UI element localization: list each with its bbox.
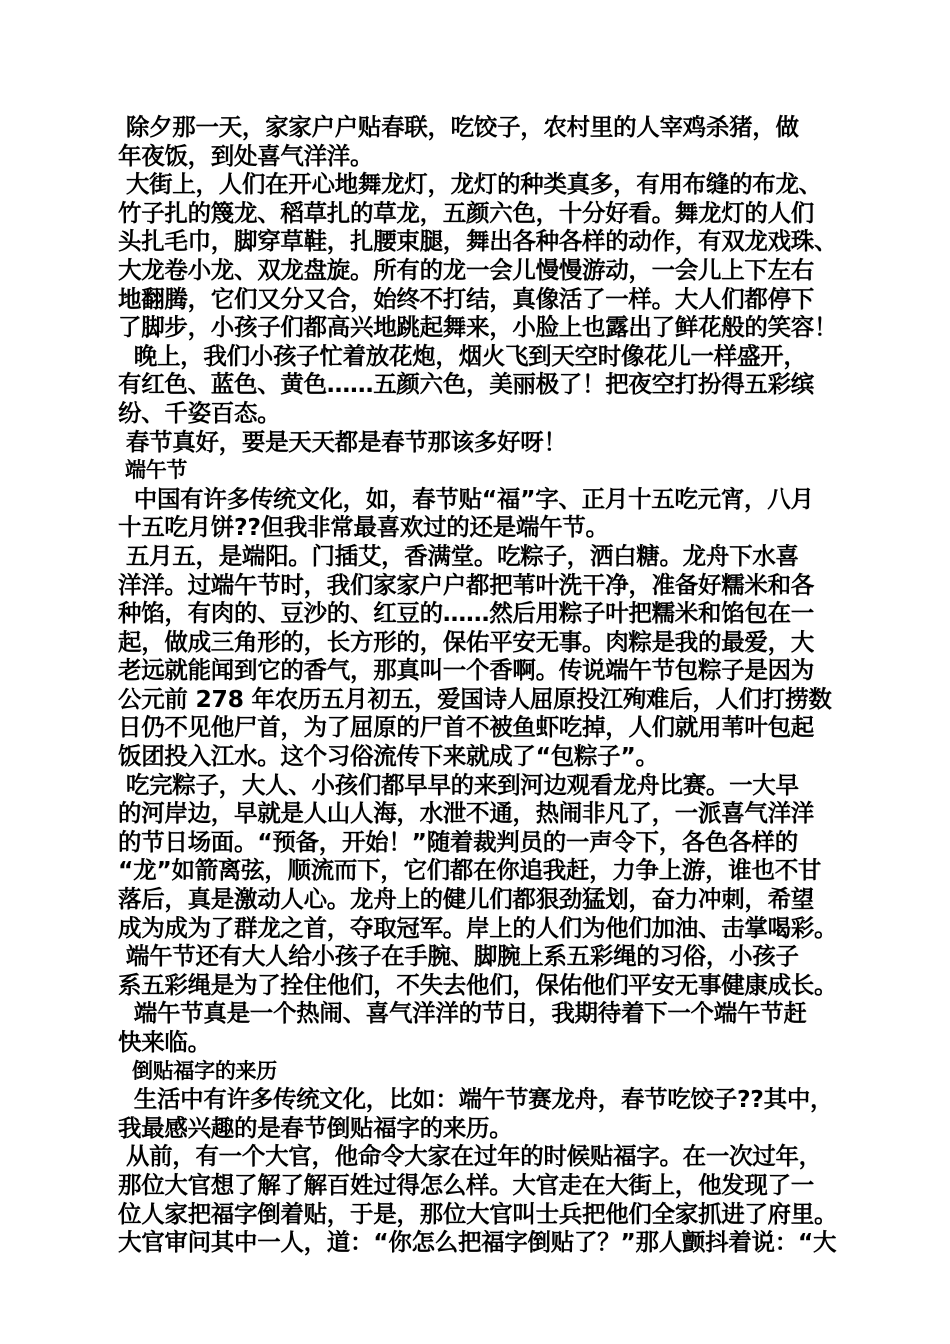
text-line: 大街上，人们在开心地舞龙灯，龙灯的种类真多，有用布缝的布龙、 — [118, 170, 822, 199]
text-line: 快来临。 — [118, 1028, 211, 1056]
text-line: 地翻腾，它们又分又合，始终不打结，真像活了一样。大人们都停下 — [118, 284, 814, 313]
text-line: 公元前 278 年农历五月初五，爱国诗人屈原投江殉难后，人们打捞数 — [118, 684, 832, 713]
text-line: 饭团投入江水。这个习俗流传下来就成了“包粽子”。 — [118, 742, 659, 771]
text-line: “龙”如箭离弦，顺流而下，它们都在你追我赶，力争上游，谁也不甘 — [118, 856, 822, 885]
text-line: 年夜饭，到处喜气洋洋。 — [118, 141, 374, 170]
text-line: 洋洋。过端午节时，我们家家户户都把苇叶洗干净，准备好糯米和各 — [118, 570, 814, 599]
text-line: 日仍不见他尸首，为了屈原的尸首不被鱼虾吃掉，人们就用苇叶包起 — [118, 713, 814, 742]
text-line: 从前，有一个大官，他命令大家在过年的时候贴福字。在一次过年， — [118, 1142, 822, 1171]
text-line: 五月五，是端阳。门插艾，香满堂。吃粽子，洒白糖。龙舟下水喜 — [118, 541, 799, 570]
text-line: 纷、千姿百态。 — [118, 398, 281, 427]
text-line: 位人家把福字倒着贴，于是，那位大官叫士兵把他们全家抓进了府里。 — [118, 1199, 838, 1228]
text-line: 吃完粽子，大人、小孩们都早早的来到河边观看龙舟比赛。一大早 — [118, 770, 799, 799]
text-line: 系五彩绳是为了拴住他们，不失去他们，保佑他们平安无事健康成长。 — [118, 970, 838, 999]
text-line: 中国有许多传统文化，如，春节贴“福”字、正月十五吃元宵，八月 — [118, 484, 814, 513]
text-line: 大龙卷小龙、双龙盘旋。所有的龙一会儿慢慢游动，一会儿上下左右 — [118, 255, 814, 284]
text-line: 春节真好，要是天天都是春节那该多好呀！ — [118, 427, 567, 456]
text-line: 起，做成三角形的，长方形的，保佑平安无事。肉粽是我的最爱，大 — [118, 627, 814, 656]
text-line: 大官审问其中一人，道：“你怎么把福字倒贴了？”那人颤抖着说：“大 — [118, 1228, 837, 1257]
text-line: 十五吃月饼??但我非常最喜欢过的还是端午节。 — [118, 513, 609, 542]
text-line: 有红色、蓝色、黄色……五颜六色，美丽极了！把夜空打扮得五彩缤 — [118, 370, 814, 399]
text-line: 我最感兴趣的是春节倒贴福字的来历。 — [118, 1113, 513, 1142]
text-line: 老远就能闻到它的香气，那真叫一个香啊。传说端午节包粽子是因为 — [118, 656, 814, 685]
essay-text — [118, 113, 858, 1257]
text-line: 除夕那一天，家家户户贴春联，吃饺子，农村里的人宰鸡杀猪，做 — [118, 113, 799, 141]
text-line: 落后，真是激动人心。龙舟上的健儿们都狠劲猛划，奋力冲刺，希望 — [118, 885, 814, 914]
text-line: 晚上，我们小孩子忙着放花炮，烟火飞到天空时像花儿一样盛开， — [118, 341, 807, 370]
text-line: 那位大官想了解了解百姓过得怎么样。大官走在大街上，他发现了一 — [118, 1170, 814, 1199]
section-heading: 倒贴福字的来历 — [118, 1058, 277, 1083]
text-line: 端午节还有大人给小孩子在手腕、脚腕上系五彩绳的习俗，小孩子 — [118, 942, 799, 971]
text-line: 成为成为了群龙之首，夺取冠军。岸上的人们为他们加油、击掌喝彩。 — [118, 913, 838, 942]
text-line: 端午节真是一个热闹、喜气洋洋的节日，我期待着下一个端午节赶 — [118, 999, 807, 1028]
text-line: 了脚步，小孩子们都高兴地跳起舞来，小脸上也露出了鲜花般的笑容！ — [118, 313, 838, 342]
text-line: 头扎毛巾，脚穿草鞋，扎腰束腿，舞出各种各样的动作，有双龙戏珠、 — [118, 227, 838, 256]
text-line: 的河岸边，早就是人山人海，水泄不通，热闹非凡了，一派喜气洋洋 — [118, 799, 814, 828]
text-line: 生活中有许多传统文化，比如：端午节赛龙舟，春节吃饺子??其中， — [118, 1085, 834, 1114]
text-line: 的节日场面。“预备，开始！”随着裁判员的一声令下，各色各样的 — [118, 827, 798, 856]
text-line: 种馅，有肉的、豆沙的、红豆的……然后用粽子叶把糯米和馅包在一 — [118, 599, 814, 628]
text-line: 竹子扎的篾龙、稻草扎的草龙，五颜六色，十分好看。舞龙灯的人们 — [118, 198, 814, 227]
section-heading: 端午节 — [118, 458, 188, 483]
